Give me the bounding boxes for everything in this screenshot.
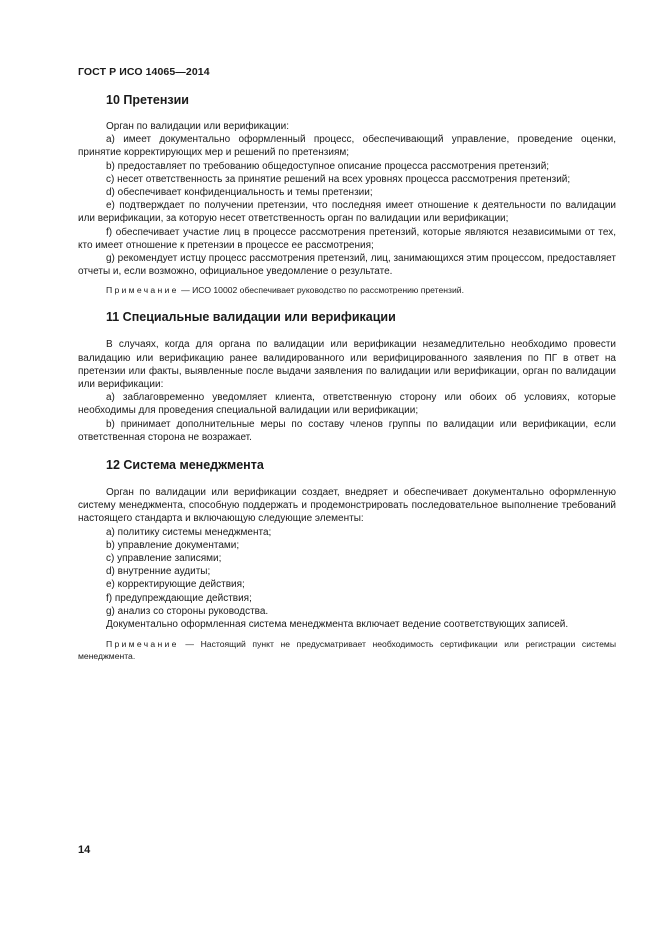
list-item: c) несет ответственность за принятие решений на всех уровнях процесса рассмотрения претензий; (106, 173, 571, 185)
list-item: a) заблаговременно уведомляет клиента, ответственную сторону или обоих об условиях, которые необходимы для проведения специальной валидации или верификации; (78, 392, 616, 417)
note-text: — ИСО 10002 обеспечивает руководство по рассмотрению претензий. (178, 285, 464, 296)
section-claims (78, 92, 616, 296)
section-special-validation (78, 309, 616, 444)
note (78, 638, 616, 662)
paragraph: Документально оформленная система менеджмента включает ведение соответствующих записей. (106, 619, 569, 631)
list-item: e) корректирующие действия; (106, 579, 245, 591)
note (78, 284, 616, 296)
page-number: 14 (78, 844, 91, 856)
list-item: b) принимает дополнительные меры по составу членов группы по валидации или верификации, если ответственная сторона не возражает. (78, 418, 616, 443)
section-title: 11 Специальные валидации или верификации (106, 310, 396, 325)
list-item: d) внутренние аудиты; (106, 566, 211, 578)
list-item: b) предоставляет по требованию общедоступное описание процесса рассмотрения претензий; (106, 160, 550, 172)
paragraph: Орган по валидации или верификации: (106, 121, 289, 132)
list-item: c) управление записями; (106, 553, 222, 565)
list-item: f) обеспечивает участие лиц в процессе рассмотрения претензий, которые являются независимыми от тех, кто имеет отношение к претензии в процессе ее рассмотрения; (78, 226, 616, 251)
list-item: f) предупреждающие действия; (106, 592, 252, 604)
note-label: Примечание (106, 639, 179, 650)
section-title: 12 Система менеджмента (106, 458, 264, 473)
list-item: b) управление документами; (106, 539, 240, 551)
list-item: e) подтверждает по получении претензии, что последняя имеет отношение к деятельности по валидации или верификации, за которую несет ответственность орган по валидации или верификации; (78, 200, 616, 225)
note-label: Примечание (106, 285, 179, 296)
list-item: a) имеет документально оформленный процесс, обеспечивающий управление, проведение оценки, принятие корректирующих мер и решений по претензиям; (78, 134, 616, 159)
page-content (78, 92, 616, 662)
list-item: d) обеспечивает конфиденциальность и темы претензии; (106, 187, 373, 199)
section-management-system (78, 457, 616, 662)
paragraph: Орган по валидации или верификации создает, внедряет и обеспечивает документально оформленную систему менеджмента, способную поддержать и продемонстрировать последовательное выполнение требований настоящего стандарта и включающую следующие элементы: (78, 487, 616, 525)
paragraph: В случаях, когда для органа по валидации или верификации незамедлительно необходимо провести валидацию или верификацию ранее валидированного или верифицированного заявления по ПГ в ответ на претензии или факты, выявленные после выдачи заявления по валидации или верификации, орган по валидации или верификации: (78, 339, 616, 391)
section-title: 10 Претензии (106, 93, 189, 107)
note-text: — Настоящий пункт не предусматривает необходимость сертификации или регистрации системы менеджмента. (78, 639, 616, 662)
document-code: ГОСТ Р ИСО 14065—2014 (78, 66, 210, 78)
list-item: g) анализ со стороны руководства. (106, 605, 269, 617)
list-item: g) рекомендует истцу процесс рассмотрения претензий, лиц, занимающихся этим процессом, предоставляет отчеты и, если возможно, официальное уведомление о результате. (78, 253, 616, 278)
list-item: a) политику системы менеджмента; (106, 526, 272, 538)
